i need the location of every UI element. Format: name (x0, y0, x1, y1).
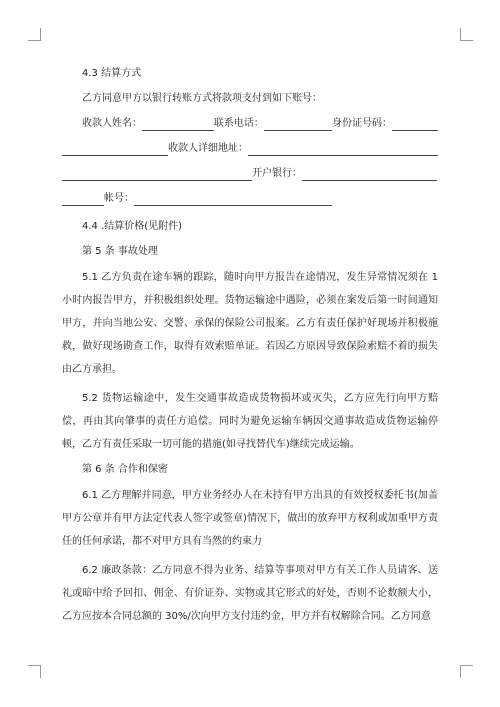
phone-field[interactable] (264, 116, 332, 131)
payee-address-field-continued[interactable] (62, 166, 252, 181)
address-row (62, 138, 438, 160)
crop-mark-bottom-right (460, 665, 473, 678)
phone-label: 联系电话： (213, 118, 264, 129)
section-4-4-heading: 4.4 .结算价格(见附件) (82, 221, 183, 232)
crop-mark-bottom-left (28, 665, 41, 678)
account-field[interactable] (134, 191, 332, 206)
bank-label: 开户银行： (252, 168, 302, 179)
id-number-field-continued[interactable] (62, 141, 168, 156)
id-number-label: 身份证号码： (331, 118, 392, 129)
clause-6-1: 6.1 乙方理解并同意，甲方业务经办人在未持有甲方出具的有效授权委托书(加盖甲方公章并有甲方法定代表人签字或签章)情况下，做出的放弃甲方权利或加重甲方责任的任何承诺，都不对甲方具有当然的约束力 (62, 490, 438, 547)
account-row (62, 188, 438, 210)
clause-6-2: 6.2 廉政条款：乙方同意不得为业务、结算等事项对甲方有关工作人员请客、送礼或暗中给予回扣、佣金、有价证券、实物或其它形式的好处，否则不论数额大小，乙方应按本合同总额的 30%/次向甲方支付违约金，甲方并有权解除合同。乙方同意 (62, 565, 438, 622)
bank-row (62, 163, 438, 185)
section-4-3-heading: 4.3 结算方式 (82, 68, 142, 79)
bank-field[interactable] (302, 166, 437, 181)
payee-name-field[interactable] (142, 116, 214, 131)
account-label: 帐号： (104, 193, 134, 204)
clause-5-1: 5.1 乙方负责在途车辆的跟踪，随时向甲方报告在途情况，发生异常情况须在 1 小时内报告甲方，并积极组织处理。货物运输途中遇险，必须在案发后第一时间通知甲方，并向当地公安、交警、承保的保险公司报案。乙方有责任保护好现场并积极施救，做好现场勘查工作，取得有效索赔单证。若因乙方原因导致保险索赔不着的损失由乙方承担。 (62, 272, 438, 375)
document-body (62, 63, 438, 628)
payment-intro: 乙方同意甲方以银行转账方式将款项支付到如下账号： (82, 93, 322, 104)
payee-address-label: 收款人详细地址： (168, 143, 248, 154)
article-5-heading: 第 5 条 事故处理 (82, 246, 158, 257)
id-number-field[interactable] (392, 116, 438, 131)
bank-field-continued[interactable] (62, 191, 104, 206)
crop-mark-top-left (28, 28, 41, 41)
clause-5-2: 5.2 货物运输途中，发生交通事故造成货物损坏或灭失，乙方应先行向甲方赔偿，再由其向肇事的责任方追偿。同时为避免运输车辆因交通事故造成货物运输停顿，乙方有责任采取一切可能的措施(如寻找替代车)继续完成运输。 (62, 393, 438, 450)
crop-mark-top-right (460, 28, 473, 41)
article-6-heading: 第 6 条 合作和保密 (82, 464, 168, 475)
payee-name-label: 收款人姓名： (82, 118, 142, 129)
payee-address-field[interactable] (248, 141, 438, 156)
payee-info-row (62, 113, 438, 135)
